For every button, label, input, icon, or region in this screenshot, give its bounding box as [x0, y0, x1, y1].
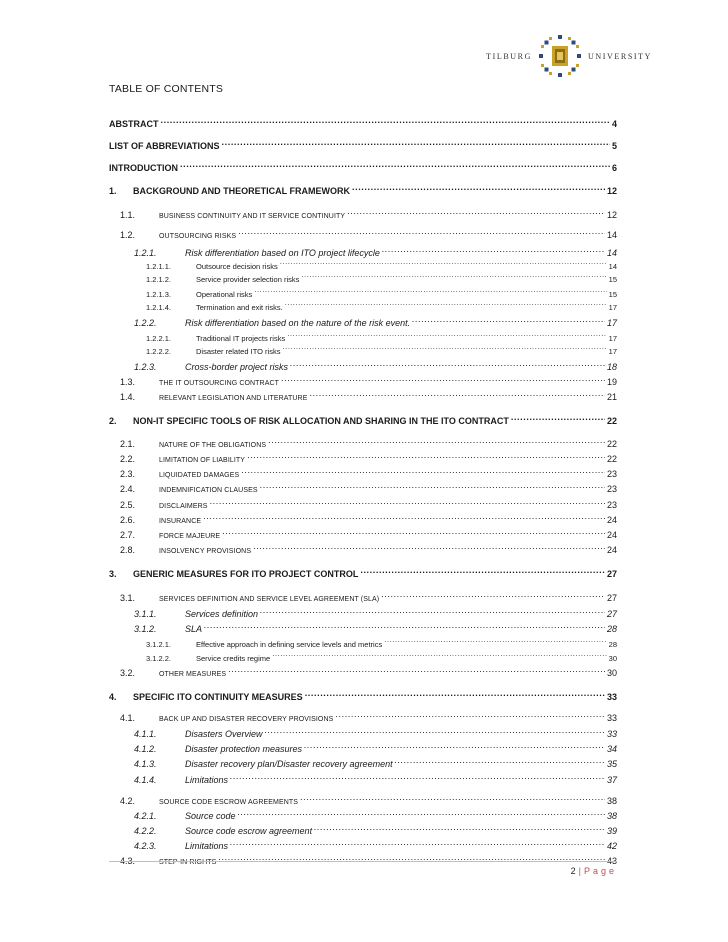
- toc-entry[interactable]: [109, 283, 617, 297]
- toc-dot-leader: [384, 633, 606, 647]
- toc-entry-number: 3.1.2.2.: [146, 654, 172, 663]
- toc-entry-page: 39: [606, 826, 617, 836]
- toc-entry-title: FORCE MAJEURE: [159, 533, 221, 540]
- toc-entry-title: Termination and exit risks.: [196, 303, 283, 312]
- toc-entry-page: 15: [608, 290, 617, 299]
- toc-entry-page: 23: [606, 469, 617, 479]
- toc-entry-page: 17: [608, 303, 617, 312]
- toc-entry-number: 4.1.1.: [134, 729, 157, 739]
- toc-entry-title: INTRODUCTION: [109, 163, 178, 173]
- toc-entry-number: 4.1.: [120, 713, 136, 723]
- toc-dot-leader: [287, 327, 606, 341]
- toc-entry-page: 42: [606, 841, 617, 851]
- page-separator: |: [578, 866, 581, 876]
- toc-entry[interactable]: [109, 242, 617, 256]
- toc-entry-title: BUSINESS CONTINUITY AND IT SERVICE CONTINUITY: [159, 213, 346, 220]
- toc-entry-number: 2.2.: [120, 454, 136, 464]
- toc-entry-page: 30: [608, 654, 617, 663]
- toc-entry-page: 18: [606, 362, 617, 372]
- toc-entry-title: Risk differentiation based on ITO project lifecycle: [185, 248, 380, 258]
- toc-heading: TABLE OF CONTENTS: [109, 83, 224, 95]
- toc-entry[interactable]: [109, 738, 617, 752]
- toc-entry-page: 35: [606, 759, 617, 769]
- toc-entry-number: 4.2.2.: [134, 826, 157, 836]
- toc-dot-leader: [300, 790, 605, 804]
- toc-entry-page: 38: [606, 796, 617, 806]
- toc-entry-number: 3.1.2.1.: [146, 640, 172, 649]
- toc-entry-title: Operational risks: [196, 290, 253, 299]
- toc-dot-leader: [254, 283, 606, 297]
- toc-entry[interactable]: [109, 647, 617, 661]
- toc-entry-page: 28: [608, 640, 617, 649]
- toc-dot-leader: [268, 433, 605, 447]
- toc-entry[interactable]: [109, 371, 617, 385]
- toc-entry-page: 24: [606, 545, 617, 555]
- toc-entry-title: SPECIFIC ITO CONTINUITY MEASURES: [133, 692, 303, 702]
- toc-entry-number: 4.2.3.: [134, 841, 157, 851]
- toc-entry-title: NATURE OF THE OBLIGATIONS: [159, 442, 267, 449]
- toc-entry[interactable]: [109, 478, 617, 492]
- toc-dot-leader: [335, 707, 605, 721]
- toc-dot-leader: [290, 356, 605, 370]
- toc-entry[interactable]: [109, 494, 617, 508]
- toc-entry-page: 12: [606, 186, 617, 196]
- toc-entry-number: 2.3.: [120, 469, 136, 479]
- toc-entry-title: LIMITATION OF LIABILITY: [159, 457, 246, 464]
- toc-dot-leader: [260, 478, 605, 492]
- toc-dot-leader: [222, 524, 605, 538]
- toc-dot-leader: [314, 820, 605, 834]
- toc-entry-page: 43: [606, 856, 617, 866]
- toc-entry-number: 1.3.: [120, 377, 136, 387]
- toc-entry-title: Service credits regime: [196, 654, 271, 663]
- toc-entry-page: 28: [606, 624, 617, 634]
- toc-entry-page: 33: [606, 729, 617, 739]
- toc-entry-page: 27: [606, 593, 617, 603]
- toc-entry-title: THE IT OUTSOURCING CONTRACT: [159, 380, 280, 387]
- toc-entry-number: 3.1.: [120, 593, 136, 603]
- toc-dot-leader: [395, 753, 605, 767]
- toc-entry[interactable]: [109, 835, 617, 849]
- toc-dot-leader: [272, 647, 606, 661]
- toc-entry-number: 3.1.2.: [134, 624, 157, 634]
- toc-dot-leader: [381, 587, 605, 601]
- toc-dot-leader: [247, 448, 605, 462]
- toc-entry-title: DISCLAIMERS: [159, 503, 208, 510]
- toc-entry-title: SERVICES DEFINITION AND SERVICE LEVEL AGREEMENT (SLA): [159, 596, 380, 603]
- toc-dot-leader: [265, 723, 605, 737]
- toc-entry-number: 4.1.2.: [134, 744, 157, 754]
- toc-entry-title: BACKGROUND AND THEORETICAL FRAMEWORK: [133, 186, 350, 196]
- toc-dot-leader: [347, 204, 605, 218]
- toc-entry-number: 1.2.1.2.: [146, 275, 172, 284]
- toc-dot-leader: [309, 386, 605, 400]
- toc-dot-leader: [228, 662, 605, 676]
- toc-entry-number: 3.: [109, 569, 117, 579]
- toc-entry-page: 22: [606, 416, 617, 426]
- toc-dot-leader: [301, 268, 606, 282]
- page-number: 2: [570, 866, 576, 876]
- toc-entry-title: GENERIC MEASURES FOR ITO PROJECT CONTROL: [133, 569, 359, 579]
- toc-entry-page: 38: [606, 811, 617, 821]
- toc-entry-number: 4.1.3.: [134, 759, 157, 769]
- logo-text-left: TILBURG: [486, 51, 532, 61]
- toc-dot-leader: [260, 603, 605, 617]
- toc-entry-title: STEP-IN RIGHTS: [159, 859, 217, 866]
- toc-entry-title: Source code: [185, 811, 236, 821]
- toc-entry-page: 30: [606, 668, 617, 678]
- toc-entry-page: 17: [608, 347, 617, 356]
- toc-dot-leader: [230, 835, 605, 849]
- toc-entry[interactable]: [109, 563, 617, 577]
- toc-entry-number: 1.2.2.: [134, 318, 157, 328]
- toc-entry-page: 33: [606, 692, 617, 702]
- toc-dot-leader: [304, 738, 605, 752]
- toc-entry-title: Disasters Overview: [185, 729, 263, 739]
- toc-dot-leader: [280, 255, 607, 269]
- toc-entry-title: INDEMNIFICATION CLAUSES: [159, 487, 258, 494]
- toc-entry-number: 3.1.1.: [134, 609, 157, 619]
- toc-entry-number: 2.8.: [120, 545, 136, 555]
- toc-dot-leader: [412, 312, 605, 326]
- toc-entry-number: 1.2.2.2.: [146, 347, 172, 356]
- toc-entry[interactable]: [109, 410, 617, 424]
- toc-entry-page: 19: [606, 377, 617, 387]
- toc-entry-page: 14: [606, 230, 617, 240]
- footer-rule: [109, 861, 617, 862]
- toc-entry-number: 1.2.1.3.: [146, 290, 172, 299]
- toc-entry[interactable]: [109, 113, 617, 127]
- toc-entry[interactable]: [109, 790, 617, 804]
- toc-entry[interactable]: [109, 618, 617, 632]
- toc-dot-leader: [230, 769, 605, 783]
- toc-entry-title: Traditional IT projects risks: [196, 334, 286, 343]
- toc-entry-title: LIST OF ABBREVIATIONS: [109, 141, 220, 151]
- toc-dot-leader: [241, 463, 605, 477]
- toc-entry[interactable]: [109, 180, 617, 194]
- toc-entry-page: 22: [606, 439, 617, 449]
- toc-entry[interactable]: [109, 509, 617, 523]
- toc-entry-number: 1.2.1.: [134, 248, 157, 258]
- toc-entry-title: OTHER MEASURES: [159, 671, 227, 678]
- toc-entry-page: 34: [606, 744, 617, 754]
- toc-entry-page: 27: [606, 569, 617, 579]
- toc-dot-leader: [253, 539, 605, 553]
- toc-dot-leader: [238, 805, 605, 819]
- toc-entry-page: 4: [611, 119, 617, 129]
- toc-entry-title: Disaster recovery plan/Disaster recovery agreement: [185, 759, 393, 769]
- toc-entry-number: 1.2.2.1.: [146, 334, 172, 343]
- page-label: Page: [583, 866, 617, 876]
- toc-entry-number: 1.1.: [120, 210, 136, 220]
- toc-entry-page: 17: [606, 318, 617, 328]
- toc-entry[interactable]: [109, 633, 617, 647]
- toc-entry-page: 37: [606, 775, 617, 785]
- toc-entry-number: 1.4.: [120, 392, 136, 402]
- toc-entry[interactable]: [109, 255, 617, 269]
- toc-entry-title: SOURCE CODE ESCROW AGREEMENTS: [159, 799, 299, 806]
- toc-dot-leader: [210, 494, 605, 508]
- toc-entry[interactable]: [109, 448, 617, 462]
- toc-entry[interactable]: [109, 312, 617, 326]
- toc-entry-title: Limitations: [185, 775, 229, 785]
- toc-entry[interactable]: [109, 753, 617, 767]
- toc-entry-number: 1.2.: [120, 230, 136, 240]
- toc-entry[interactable]: [109, 386, 617, 400]
- toc-entry-number: 3.2.: [120, 668, 136, 678]
- toc-entry-title: Services definition: [185, 609, 259, 619]
- toc-entry-title: Disaster related ITO risks: [196, 347, 281, 356]
- toc-entry-title: INSOLVENCY PROVISIONS: [159, 548, 252, 555]
- toc-dot-leader: [360, 563, 605, 577]
- toc-entry-number: 2.5.: [120, 500, 136, 510]
- toc-entry-page: 23: [606, 500, 617, 510]
- toc-entry[interactable]: [109, 686, 617, 700]
- toc-entry-number: 2.4.: [120, 484, 136, 494]
- toc-entry-title: Outsource decision risks: [196, 262, 278, 271]
- toc-entry[interactable]: [109, 204, 617, 218]
- toc-entry-title: BACK UP AND DISASTER RECOVERY PROVISIONS: [159, 716, 334, 723]
- toc-entry-page: 14: [606, 248, 617, 258]
- toc-entry[interactable]: [109, 769, 617, 783]
- toc-dot-leader: [238, 224, 605, 238]
- toc-dot-leader: [180, 157, 610, 171]
- toc-entry[interactable]: [109, 135, 617, 149]
- toc-entry-page: 21: [606, 392, 617, 402]
- toc-entry-number: 4.3.: [120, 856, 136, 866]
- toc-entry-title: Source code escrow agreement: [185, 826, 313, 836]
- toc-entry-page: 24: [606, 530, 617, 540]
- toc-entry-title: NON-IT SPECIFIC TOOLS OF RISK ALLOCATION AND SHARING IN THE ITO CONTRACT: [133, 416, 509, 426]
- toc-entry-title: SLA: [185, 624, 203, 634]
- toc-entry[interactable]: [109, 707, 617, 721]
- toc-entry[interactable]: [109, 820, 617, 834]
- toc-entry[interactable]: [109, 539, 617, 553]
- toc-entry-title: OUTSOURCING RISKS: [159, 233, 237, 240]
- toc-entry[interactable]: [109, 662, 617, 676]
- toc-entry[interactable]: [109, 524, 617, 538]
- toc-entry-number: 1.2.1.4.: [146, 303, 172, 312]
- toc-dot-leader: [282, 340, 606, 354]
- toc-entry[interactable]: [109, 224, 617, 238]
- toc-entry[interactable]: [109, 723, 617, 737]
- toc-entry-page: 17: [608, 334, 617, 343]
- toc-entry-title: Cross-border project risks: [185, 362, 289, 372]
- toc-entry[interactable]: [109, 340, 617, 354]
- logo-text-right: UNIVERSITY: [588, 51, 652, 61]
- toc-entry-page: 22: [606, 454, 617, 464]
- toc-entry[interactable]: [109, 268, 617, 282]
- toc-entry-page: 14: [608, 262, 617, 271]
- toc-entry-title: LIQUIDATED DAMAGES: [159, 472, 240, 479]
- toc-entry-page: 23: [606, 484, 617, 494]
- page-number-footer: [571, 866, 617, 876]
- toc-entry-number: 4.1.4.: [134, 775, 157, 785]
- toc-entry-number: 1.2.3.: [134, 362, 157, 372]
- toc-dot-leader: [285, 296, 607, 310]
- toc-entry-number: 1.2.1.1.: [146, 262, 172, 271]
- toc-dot-leader: [305, 686, 605, 700]
- toc-entry-number: 4.2.: [120, 796, 136, 806]
- toc-entry-title: Limitations: [185, 841, 229, 851]
- toc-entry-title: RELEVANT LEGISLATION AND LITERATURE: [159, 395, 308, 402]
- toc-dot-leader: [352, 180, 605, 194]
- toc-entry-title: Risk differentiation based on the nature of the risk event.: [185, 318, 411, 328]
- toc-entry[interactable]: [109, 463, 617, 477]
- toc-entry-title: Disaster protection measures: [185, 744, 303, 754]
- toc-entry-number: 4.: [109, 692, 117, 702]
- toc-entry-title: INSURANCE: [159, 518, 202, 525]
- university-seal-icon: [538, 34, 582, 78]
- university-logo: [486, 34, 652, 78]
- toc-entry-number: 2.7.: [120, 530, 136, 540]
- toc-entry-title: Service provider selection risks: [196, 275, 300, 284]
- toc-entry-number: 2.6.: [120, 515, 136, 525]
- toc-entry[interactable]: [109, 433, 617, 447]
- toc-entry[interactable]: [109, 296, 617, 310]
- toc-dot-leader: [222, 135, 610, 149]
- toc-entry-page: 15: [608, 275, 617, 284]
- toc-entry[interactable]: [109, 805, 617, 819]
- toc-entry[interactable]: [109, 356, 617, 370]
- toc-entry-number: 2.1.: [120, 439, 136, 449]
- toc-entry-page: 5: [611, 141, 617, 151]
- toc-entry[interactable]: [109, 327, 617, 341]
- toc-dot-leader: [161, 113, 610, 127]
- toc-entry-number: 4.2.1.: [134, 811, 157, 821]
- toc-dot-leader: [204, 618, 605, 632]
- toc-entry-title: ABSTRACT: [109, 119, 159, 129]
- toc-dot-leader: [511, 410, 605, 424]
- toc-entry[interactable]: [109, 157, 617, 171]
- toc-dot-leader: [382, 242, 605, 256]
- toc-entry-page: 24: [606, 515, 617, 525]
- toc-entry-page: 33: [606, 713, 617, 723]
- toc-dot-leader: [203, 509, 605, 523]
- toc-entry-number: 1.: [109, 186, 117, 196]
- toc-entry[interactable]: [109, 587, 617, 601]
- toc-entry[interactable]: [109, 603, 617, 617]
- toc-entry-number: 2.: [109, 416, 117, 426]
- toc-entry-page: 6: [611, 163, 617, 173]
- toc-entry-page: 27: [606, 609, 617, 619]
- toc-entry-title: Effective approach in defining service levels and metrics: [196, 640, 383, 649]
- toc-entry-page: 12: [606, 210, 617, 220]
- toc-dot-leader: [281, 371, 605, 385]
